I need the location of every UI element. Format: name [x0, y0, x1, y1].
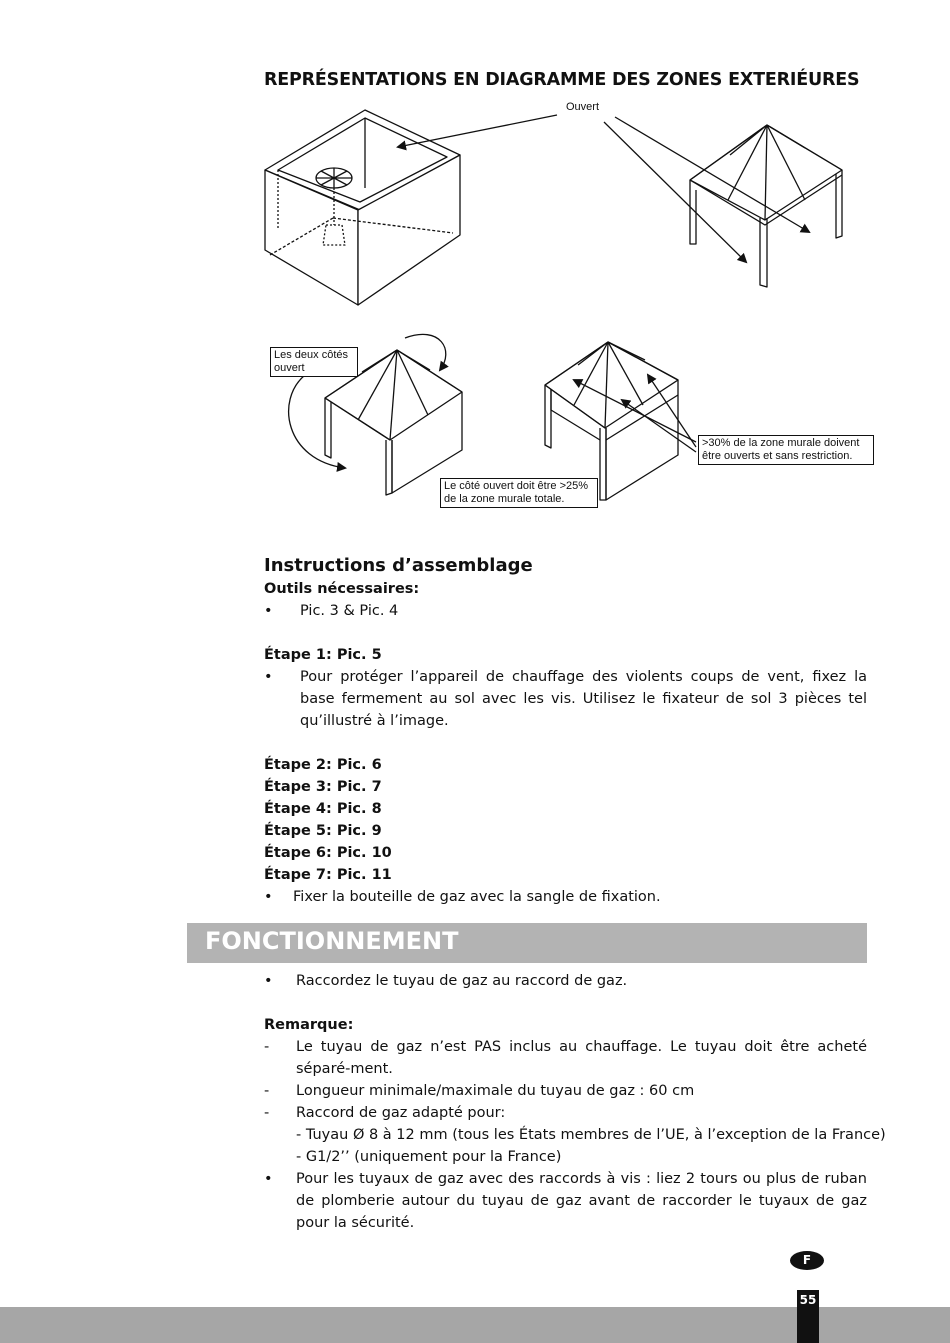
step-label: Étape 6: Pic. 10 [264, 845, 392, 861]
list-item [264, 1168, 867, 1234]
callout-both-sides-open [270, 347, 358, 377]
section-bar [187, 923, 867, 963]
callout-line: Le côté ouvert doit être >25% [444, 480, 589, 492]
note-text: Longueur minimale/maximale du tuyau de gaz : 60 cm [296, 1083, 695, 1099]
note-text: Pour les tuyaux de gaz avec des raccords à vis : liez 2 tours ou plus de ruban de plomberie autour du tuyau de gaz avant de raccorder le tuyaux de gaz pour la sécurité. [296, 1171, 867, 1231]
step-label: Étape 5: Pic. 9 [264, 823, 382, 839]
bullet: • [264, 973, 273, 989]
list-item [264, 666, 867, 732]
note-subitem: - Tuyau Ø 8 à 12 mm (tous les États membres de l’UE, à l’exception de la France) [296, 1127, 886, 1143]
assembly-title: Instructions d’assemblage [264, 555, 533, 576]
page-number-tab [797, 1290, 819, 1343]
bullet: • [264, 603, 273, 619]
callout-open-side [440, 478, 598, 508]
tools-item: Pic. 3 & Pic. 4 [300, 603, 399, 619]
note-text: Le tuyau de gaz n’est PAS inclus au chauffage. Le tuyau doit être acheté séparé-ment. [296, 1039, 867, 1077]
callout-line: >30% de la zone murale doivent [702, 437, 860, 449]
list-item [264, 970, 867, 992]
bullet: • [264, 1171, 273, 1187]
callout-line: Les deux côtés [274, 349, 348, 361]
step-label: Étape 7: Pic. 11 [264, 867, 392, 883]
bullet: • [264, 669, 273, 685]
callout-line: ouvert [274, 362, 305, 374]
connect-text: Raccordez le tuyau de gaz au raccord de gaz. [296, 973, 628, 989]
step1-label: Étape 1: Pic. 5 [264, 647, 382, 663]
step1-text: Pour protéger l’appareil de chauffage des violents coups de vent, fixez la base fermement au sol avec les vis. Utilisez le fixateur de sol 3 pièces tel qu’illustré à l’image. [300, 669, 867, 729]
dash: - [264, 1105, 270, 1121]
list-item [264, 1080, 867, 1102]
operation-title: FONCTIONNEMENT [205, 927, 459, 955]
step-label: Étape 2: Pic. 6 [264, 757, 382, 773]
list-item [264, 1036, 867, 1080]
list-item [264, 886, 867, 908]
tools-label: Outils nécessaires: [264, 581, 420, 597]
section-heading: REPRÉSENTATIONS EN DIAGRAMME DES ZONES EXTERIÉURES [264, 70, 860, 90]
note-label: Remarque: [264, 1017, 354, 1033]
dash: - [264, 1039, 270, 1055]
open-label: Ouvert [566, 101, 600, 113]
callout-wall-area [698, 435, 874, 465]
list-item [264, 1102, 867, 1124]
callout-line: être ouverts et sans restriction. [702, 450, 853, 462]
language-badge: F [790, 1251, 824, 1270]
note-subitem: - G1/2’’ (uniquement pour la France) [296, 1149, 562, 1165]
page-number: 55 [799, 1293, 817, 1307]
three-side-gazebo-figure [545, 342, 696, 500]
dash: - [264, 1083, 270, 1099]
note-text: Raccord de gaz adapté pour: [296, 1105, 506, 1121]
callout-line: de la zone murale totale. [444, 493, 565, 505]
list-item [264, 600, 867, 622]
step-label: Étape 4: Pic. 8 [264, 801, 382, 817]
step7-text: Fixer la bouteille de gaz avec la sangle de fixation. [293, 889, 661, 905]
bullet: • [264, 889, 273, 905]
open-box-figure [265, 110, 460, 305]
step-label: Étape 3: Pic. 7 [264, 779, 382, 795]
